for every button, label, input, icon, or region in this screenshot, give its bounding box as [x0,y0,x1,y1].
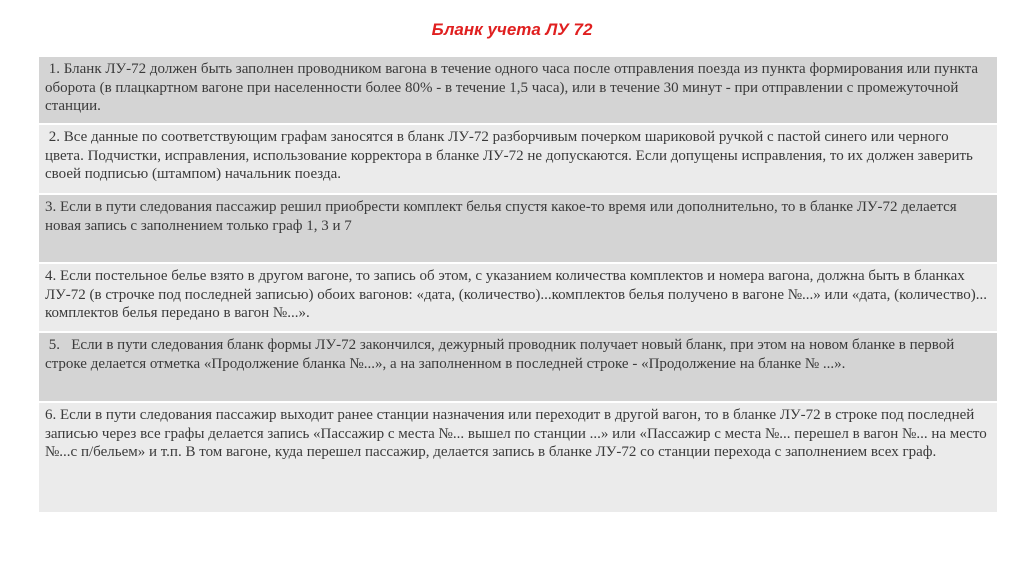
rule-row-3: 3. Если в пути следования пассажир решил приобрести комплект белья спустя какое-то время или дополнительно, то в бланке ЛУ-72 делается новая запись с заполнением только граф 1, 3 и 7 [39,195,997,264]
page-title: Бланк учета ЛУ 72 [431,20,593,39]
rule-row-2: 2. Все данные по соответствующим графам заносятся в бланк ЛУ-72 разборчивым почерком шариковой ручкой с пастой синего или черного цвета. Подчистки, исправления, использование корректора в бланке ЛУ-72 не допускаются. Если допущены исправления, то их должен заверить своей подписью (штампом) начальник поезда. [39,125,997,195]
rule-row-5: 5. Если в пути следования бланк формы ЛУ-72 закончился, дежурный проводник получает новый бланк, при этом на новом бланке в первой строке делается отметка «Продолжение бланка №...», а на заполненном в последней строке - «Продолжение на бланке № ...». [39,333,997,403]
rule-row-1: 1. Бланк ЛУ-72 должен быть заполнен проводником вагона в течение одного часа после отправления поезда из пункта формирования или пункта оборота (в плацкартном вагоне при населенности более 80% - в течение 1,5 часа), или в течение 30 минут - при отправлении с промежуточной станции. [39,57,997,125]
rules-table [39,57,997,512]
rule-row-4: 4. Если постельное белье взято в другом вагоне, то запись об этом, с указанием количества комплектов и номера вагона, должна быть в бланках ЛУ-72 (в строчке под последней записью) обоих вагонов: «дата, (количество)...комплектов белья получено в вагоне №...» или «дата, (количество)... комплектов белья передано в вагон №...». [39,264,997,333]
rule-row-6: 6. Если в пути следования пассажир выходит ранее станции назначения или переходит в другой вагон, то в бланке ЛУ-72 в строке под последней записью через все графы делается запись «Пассажир с места №... вышел по станции ...» или «Пассажир с места №... перешел в вагон №... на место №...с п/бельем» и т.п. В том вагоне, куда перешел пассажир, делается запись в бланке ЛУ-72 со станции перехода с заполнением всех граф. [39,403,997,512]
